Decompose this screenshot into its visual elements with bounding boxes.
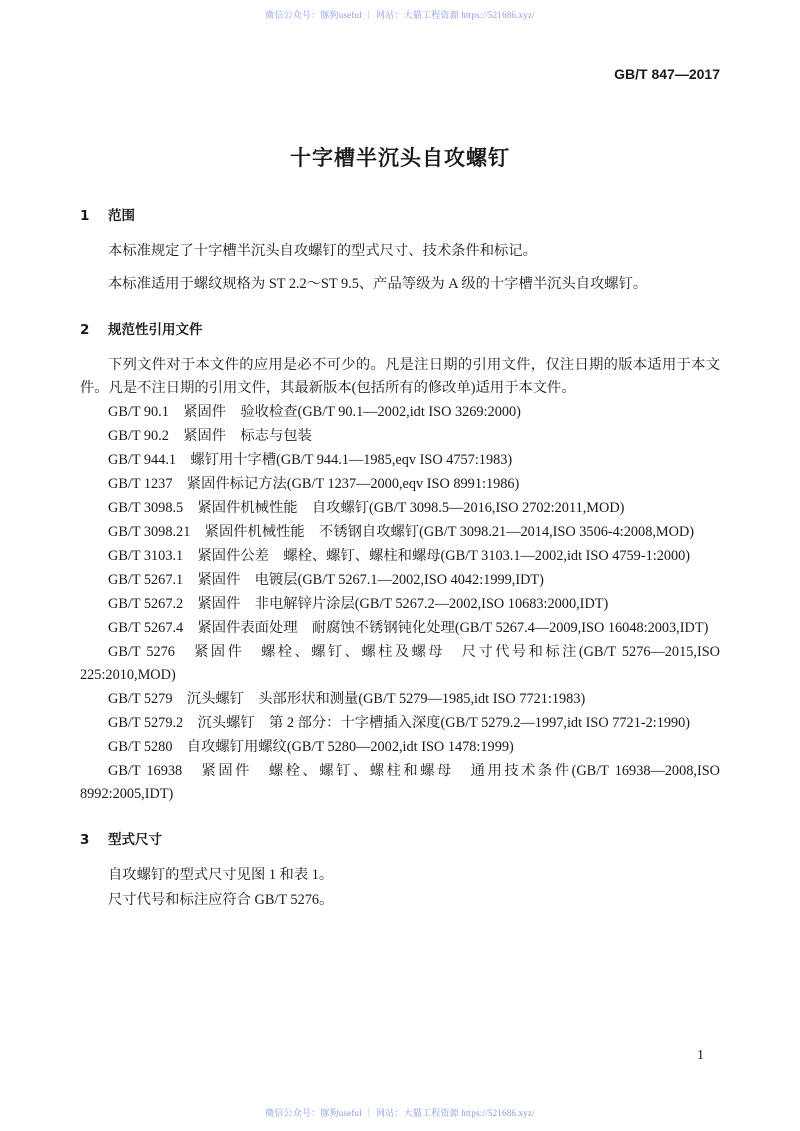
reference-item: GB/T 5267.2 紧固件 非电解锌片涂层(GB/T 5267.2—2002,ISO 10683:2000,IDT) [108, 596, 609, 612]
reference-item: GB/T 5276 紧固件 螺栓、螺钉、螺柱及螺母 尺寸代号和标注(GB/T 5276—2015,ISO 225:2010,MOD) [80, 644, 724, 683]
section-title: 规范性引用文件 [108, 322, 203, 338]
reference-item: GB/T 5280 自攻螺钉用螺纹(GB/T 5280—2002,idt ISO 1478:1999) [108, 739, 514, 755]
paragraph: 尺寸代号和标注应符合 GB/T 5276。 [108, 892, 334, 908]
section-body [80, 864, 720, 912]
section-heading [80, 206, 720, 226]
reference-item: GB/T 5267.1 紧固件 电镀层(GB/T 5267.1—2002,ISO 4042:1999,IDT) [108, 572, 544, 588]
section-heading [80, 830, 720, 850]
paragraph: 自攻螺钉的型式尺寸见图 1 和表 1。 [108, 867, 334, 883]
reference-item: GB/T 1237 紧固件标记方法(GB/T 1237—2000,eqv ISO 8991:1986) [108, 476, 520, 492]
reference-item: GB/T 5279 沉头螺钉 头部形状和测量(GB/T 5279—1985,idt ISO 7721:1983) [108, 691, 586, 707]
watermark-top: 微信公众号：豚狗useful ｜ 网站：大猫工程资源 https://521686.xyz/ [265, 10, 535, 20]
document-title: 十字槽半沉头自攻螺钉 [290, 146, 510, 170]
reference-item: GB/T 5279.2 沉头螺钉 第 2 部分：十字槽插入深度(GB/T 5279.2—1997,idt ISO 7721-2:1990) [108, 715, 691, 731]
reference-item: GB/T 3103.1 紧固件公差 螺栓、螺钉、螺柱和螺母(GB/T 3103.1—2002,idt ISO 4759-1:2000) [108, 548, 691, 564]
section-number: 3 [80, 832, 90, 848]
page-number: 1 [697, 1048, 704, 1063]
standard-code: GB/T 847—2017 [614, 66, 720, 82]
reference-item: GB/T 90.2 紧固件 标志与包装 [108, 428, 312, 444]
section-body [80, 240, 720, 296]
reference-item: GB/T 16938 紧固件 螺栓、螺钉、螺柱和螺母 通用技术条件(GB/T 16938—2008,ISO 8992:2005,IDT) [80, 763, 724, 802]
reference-item: GB/T 5267.4 紧固件表面处理 耐腐蚀不锈钢钝化处理(GB/T 5267.4—2009,ISO 16048:2003,IDT) [108, 620, 709, 636]
section-title: 型式尺寸 [108, 832, 162, 848]
document-body [80, 206, 724, 912]
paragraph: 本标准规定了十字槽半沉头自攻螺钉的型式尺寸、技术条件和标记。 [108, 243, 537, 259]
reference-item: GB/T 90.1 紧固件 验收检查(GB/T 90.1—2002,idt ISO 3269:2000) [108, 404, 521, 420]
section-heading [80, 320, 720, 340]
reference-item: GB/T 3098.21 紧固件机械性能 不锈钢自攻螺钉(GB/T 3098.21—2014,ISO 3506-4:2008,MOD) [108, 524, 695, 540]
paragraph: 本标准适用于螺纹规格为 ST 2.2～ST 9.5、产品等级为 A 级的十字槽半沉头自攻螺钉。 [108, 276, 648, 292]
watermark-bottom: 微信公众号：豚狗useful ｜ 网站：大猫工程资源 https://521686.xyz/ [265, 1108, 535, 1118]
reference-item: GB/T 3098.5 紧固件机械性能 自攻螺钉(GB/T 3098.5—2016,ISO 2702:2011,MOD) [108, 500, 625, 516]
section-number: 1 [80, 208, 90, 224]
reference-item: GB/T 944.1 螺钉用十字槽(GB/T 944.1—1985,eqv ISO 4757:1983) [108, 452, 513, 468]
paragraph: 下列文件对于本文件的应用是必不可少的。凡是注日期的引用文件，仅注日期的版本适用于本文件。凡是不注日期的引用文件，其最新版本(包括所有的修改单)适用于本文件。 [80, 357, 720, 396]
section-title: 范围 [108, 208, 135, 224]
section-number: 2 [80, 322, 90, 338]
section-body [80, 354, 724, 806]
